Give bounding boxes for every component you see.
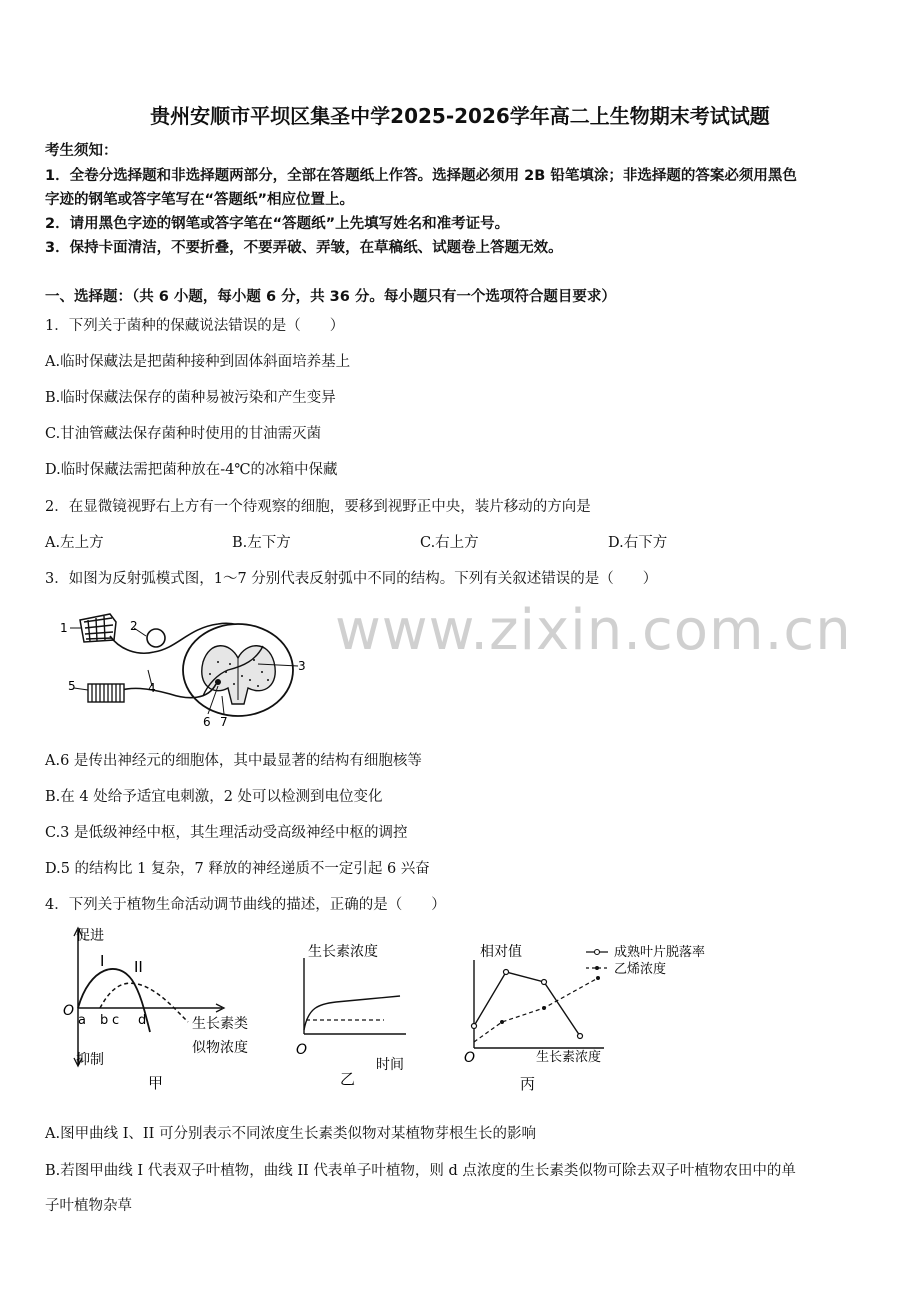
q3-option-d: D.5 的结构比 1 复杂，7 释放的神经递质不一定引起 6 兴奋: [45, 861, 430, 877]
jia-point-b: b: [100, 1013, 109, 1028]
bing-point-ethylene: [542, 1006, 546, 1010]
bing-point: [472, 1024, 477, 1029]
q4-option-a: A.图甲曲线 I、II 可分别表示不同浓度生长素类似物对某植物芽根生长的影响: [45, 1126, 536, 1142]
jia-caption: 甲: [148, 1074, 164, 1092]
jia-point-d: d: [138, 1013, 147, 1028]
q4-option-b-line1: B.若图甲曲线 I 代表双子叶植物，曲线 II 代表单子叶植物，则 d 点浓度的生长素类似物可除去双子叶植物农田中的单: [45, 1163, 796, 1179]
graph-yi: [288, 938, 418, 1098]
reflex-label-5: 5: [68, 679, 76, 693]
jia-xlabel-1: 生长素类: [192, 1016, 248, 1032]
reflex-arc-diagram: [58, 600, 318, 735]
bing-point: [578, 1034, 583, 1039]
reflex-label-4: 4: [148, 681, 156, 695]
bing-caption: 丙: [520, 1075, 536, 1093]
bing-legend-1: 成熟叶片脱落率: [614, 945, 706, 960]
q1-option-a: A.临时保藏法是把菌种接种到固体斜面培养基上: [45, 354, 351, 370]
bing-point-ethylene: [596, 976, 600, 980]
jia-point-c: c: [112, 1013, 120, 1028]
q4-stem: 4．下列关于植物生命活动调节曲线的描述，正确的是（ ）: [45, 897, 446, 913]
bing-xlabel: 生长素浓度: [536, 1050, 602, 1065]
reflex-label-1: 1: [60, 621, 68, 635]
reflex-label-7: 7: [220, 715, 228, 729]
notice-line-1a: 1．全卷分选择题和非选择题两部分，全部在答题纸上作答。选择题必须用 2B 铅笔填涂；非选择题的答案必须用黑色: [45, 168, 797, 184]
jia-ylabel-bottom: 抑制: [76, 1052, 104, 1068]
jia-point-a: a: [78, 1013, 86, 1028]
jia-ylabel-top: 促进: [76, 928, 104, 944]
reflex-label-2: 2: [130, 619, 138, 633]
notice-line-1b: 字迹的钢笔或答字笔写在“答题纸”相应位置上。: [45, 192, 355, 208]
yi-caption: 乙: [340, 1070, 356, 1088]
jia-curve-1-label: I: [100, 952, 105, 970]
dorsal-root-ganglion: [147, 629, 165, 647]
yi-xlabel: 时间: [376, 1057, 404, 1073]
jia-origin: O: [63, 1003, 75, 1019]
q2-option-b: B.左下方: [232, 535, 291, 551]
q3-option-a: A.6 是传出神经元的细胞体，其中最显著的结构有细胞核等: [45, 753, 422, 769]
section-heading: 一、选择题：（共 6 小题，每小题 6 分，共 36 分。每小题只有一个选项符合题目要求）: [45, 289, 616, 305]
q2-stem: 2．在显微镜视野右上方有一个待观察的细胞，要移到视野正中央，装片移动的方向是: [45, 499, 591, 515]
bing-point-ethylene: [500, 1020, 504, 1024]
bing-curve-abscission: [474, 972, 580, 1036]
bing-origin: O: [464, 1050, 476, 1066]
reflex-label-6: 6: [203, 715, 211, 729]
q2-option-a: A.左上方: [45, 535, 104, 551]
graph-jia: [60, 922, 270, 1097]
bing-curve-ethylene: [474, 978, 598, 1042]
watermark: www.zixin.com.cn: [335, 598, 852, 663]
reflex-label-3: 3: [298, 659, 306, 673]
q3-option-b: B.在 4 处给予适宜电刺激，2 处可以检测到电位变化: [45, 789, 383, 805]
bing-point: [504, 970, 509, 975]
bing-legend-2: 乙烯浓度: [614, 962, 667, 977]
q1-stem: 1．下列关于菌种的保藏说法错误的是（ ）: [45, 318, 345, 334]
jia-curve-2-label: II: [134, 958, 143, 976]
spinal-cord: [183, 624, 293, 716]
yi-curve: [304, 996, 400, 1030]
yi-origin: O: [296, 1042, 308, 1058]
bing-point: [542, 980, 547, 985]
q1-option-d: D.临时保藏法需把菌种放在-4℃的冰箱中保藏: [45, 462, 338, 478]
q4-option-b-line2: 子叶植物杂草: [45, 1198, 132, 1214]
notice-line-3: 3．保持卡面清洁，不要折叠，不要弄破、弄皱，在草稿纸、试题卷上答题无效。: [45, 240, 563, 256]
q2-option-c: C.右上方: [420, 535, 479, 551]
q3-stem: 3．如图为反射弧模式图，1～7 分别代表反射弧中不同的结构。下列有关叙述错误的是（ ）: [45, 571, 658, 587]
jia-xlabel-2: 似物浓度: [192, 1040, 248, 1056]
q1-option-b: B.临时保藏法保存的菌种易被污染和产生变异: [45, 390, 336, 406]
page-title: 贵州安顺市平坝区集圣中学2025-2026学年高二上生物期末考试试题: [150, 104, 770, 128]
q2-option-d: D.右下方: [608, 535, 668, 551]
q3-option-c: C.3 是低级神经中枢，其生理活动受高级神经中枢的调控: [45, 825, 408, 841]
bing-ylabel: 相对值: [480, 944, 522, 960]
yi-ylabel: 生长素浓度: [308, 944, 378, 960]
q1-option-c: C.甘油管藏法保存菌种时使用的甘油需灭菌: [45, 426, 322, 442]
notice-heading: 考生须知：: [45, 143, 118, 159]
notice-line-2: 2．请用黑色字迹的钢笔或答字笔在“答题纸”上先填写姓名和准考证号。: [45, 216, 510, 232]
graph-bing: [462, 938, 732, 1098]
effector-muscle: [88, 684, 124, 702]
